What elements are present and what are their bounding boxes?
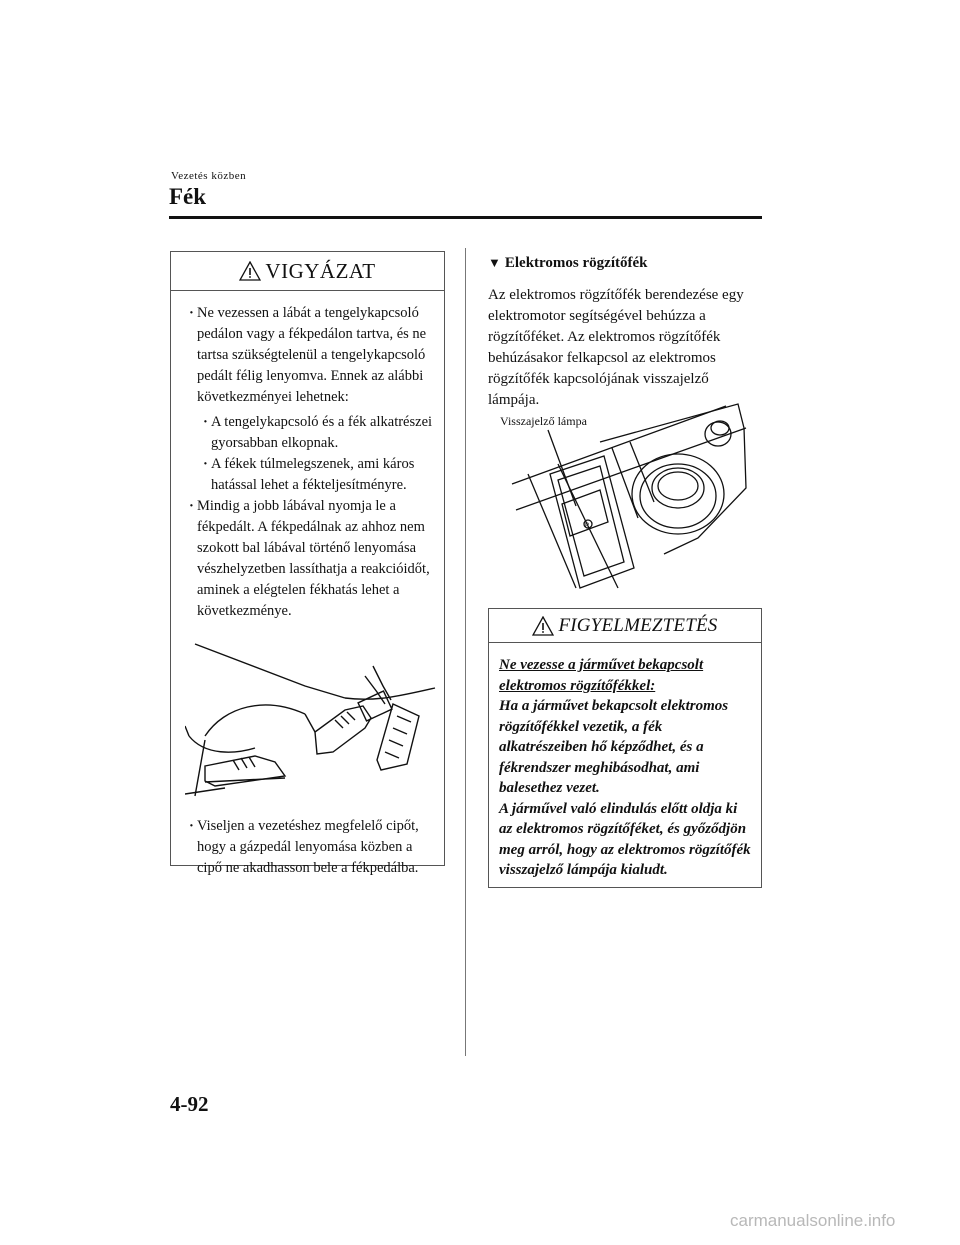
page-title: Fék [169,184,207,209]
indicator-lamp-label: Visszajelző lámpa [500,414,587,428]
warning-box [488,608,762,888]
caution-item: · Viseljen a vezetéshez megfelelő cipőt, hogy a gázpedál lenyomása közben a cipő ne akadhasson bele a fékpedálba. [189,816,434,879]
foot-pedal-illustration [185,636,443,806]
parking-brake-console-illustration [488,398,760,598]
caution-header [171,252,444,291]
section-heading [488,255,648,272]
warning-header [489,609,761,643]
caution-subitem: · A fékek túlmelegszenek, ami káros hatással lehet a fékteljesítményre. [203,454,434,496]
svg-text:P: P [585,523,590,529]
caution-title: VIGYÁZAT [265,258,376,283]
warning-text: A járművel való elindulás előtt oldja ki az elektromos rögzítőféket, és győződjön meg arról, hogy az elektromos rögzítőfék visszajelző lámpája kialudt. [499,800,751,878]
warning-triangle-icon [532,616,554,636]
page-number: 4-92 [170,1092,209,1116]
page-header-section: Vezetés közben [171,170,247,182]
caution-subitem: · A tengelykapcsoló és a fék alkatrészei gyorsabban elkopnak. [203,412,434,454]
section-heading-text: Elektromos rögzítőfék [504,255,648,271]
section-paragraph: Az elektromos rögzítőfék berendezése egy elektromotor segítségével behúzza a rögzítőféket. Az elektromos rögzítőfék behúzásakor felkapcsol az elektromos rögzítőfék kapcsolójának visszajelző lámpája. [488,287,744,408]
warning-triangle-icon [239,261,261,281]
warning-heading: Ne vezesse a járművet bekapcsolt elektromos rögzítőfékkel: [499,657,704,694]
caution-item: · Ne vezessen a lábát a tengelykapcsoló pedálon vagy a fékpedálon tartva, és ne tartsa szükségtelenül a tengelykapcsoló pedált félig lenyomva. Ennek az alábbi következményei lehetnek: [189,303,434,408]
watermark-text: carmanualsonline.info [730,1211,896,1230]
caution-item: · Mindig a jobb lábával nyomja le a fékpedált. A fékpedálnak az ahhoz nem szokott bal lábával történő lenyomása vészhelyzetben lassíthatja a reakcióidőt, aminek a elégtelen fékhatás lehet a következménye. [189,496,434,622]
warning-text: Ha a járművet bekapcsolt elektromos rögzítőfékkel vezetik, a fék alkatrészeiben hő képződhet, és a fékrendszer meghibásodhat, ami balesethez vezet. [499,698,729,796]
column-divider [465,248,466,1056]
watermark [730,1211,950,1237]
warning-body [489,643,761,881]
header-rule [169,216,762,219]
caution-box [170,251,445,876]
triangle-down-icon: ▼ [488,255,501,270]
caution-body [171,291,444,879]
warning-title: FIGYELMEZTETÉS [558,614,718,636]
